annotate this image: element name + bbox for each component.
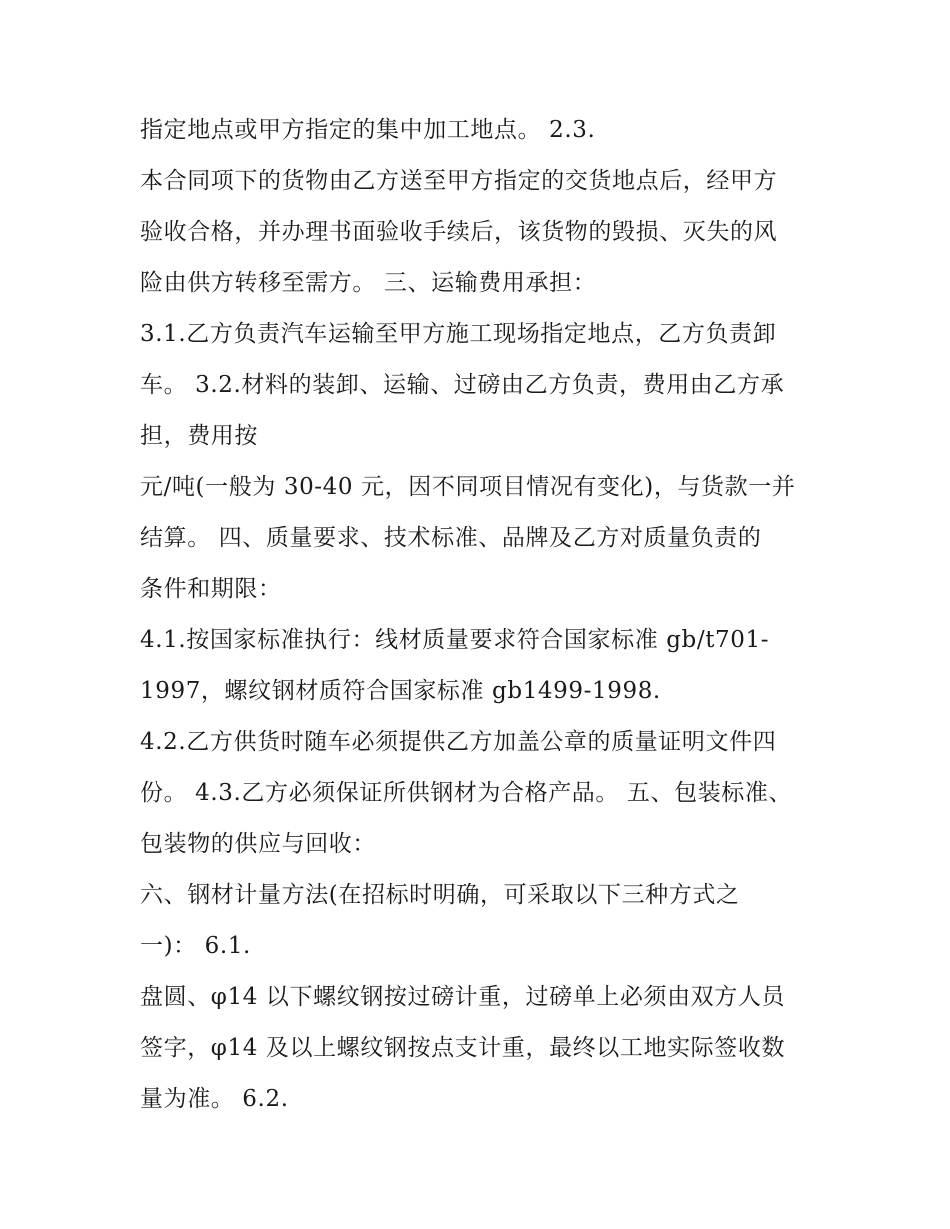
text-line: 4.1.按国家标准执行：线材质量要求符合国家标准 gb/t701- [140, 627, 770, 653]
text-line: 元/吨(一般为 30-40 元，因不同项目情况有变化)，与货款一并 [140, 474, 796, 500]
text-line: 六、钢材计量方法(在招标时明确，可采取以下三种方式之 [140, 882, 740, 908]
document-body [140, 111, 830, 1131]
text-line: 险由供方转移至需方。 三、运输费用承担： [140, 270, 597, 296]
text-line: 3.1.乙方负责汽车运输至甲方施工现场指定地点，乙方负责卸 [140, 321, 777, 347]
text-line: 条件和期限： [140, 576, 282, 602]
text-line: 量为准。 6.2. [140, 1086, 289, 1112]
text-line: 4.2.乙方供货时随车必须提供乙方加盖公章的质量证明文件四 [140, 729, 777, 755]
text-line: 验收合格，并办理书面验收手续后，该货物的毁损、灭失的风 [140, 219, 778, 245]
text-line: 结算。 四、质量要求、技术标准、品牌及乙方对质量负责的 [140, 525, 762, 551]
text-line: 本合同项下的货物由乙方送至甲方指定的交货地点后，经甲方 [140, 168, 778, 194]
text-line: 一)： 6.1. [140, 933, 251, 959]
text-line: 盘圆、φ14 以下螺纹钢按过磅计重，过磅单上必须由双方人员 [140, 984, 786, 1010]
text-line: 担，费用按 [140, 423, 258, 449]
text-line: 签字，φ14 及以上螺纹钢按点支计重，最终以工地实际签收数 [140, 1035, 786, 1061]
text-line: 指定地点或甲方指定的集中加工地点。 2.3. [140, 117, 596, 143]
text-line: 包装物的供应与回收： [140, 831, 376, 857]
text-line: 车。 3.2.材料的装卸、运输、过磅由乙方负责，费用由乙方承 [140, 372, 785, 398]
text-line: 份。 4.3.乙方必须保证所供钢材为合格产品。 五、包装标准、 [140, 780, 793, 806]
text-line: 1997，螺纹钢材质符合国家标准 gb1499-1998. [140, 678, 661, 704]
